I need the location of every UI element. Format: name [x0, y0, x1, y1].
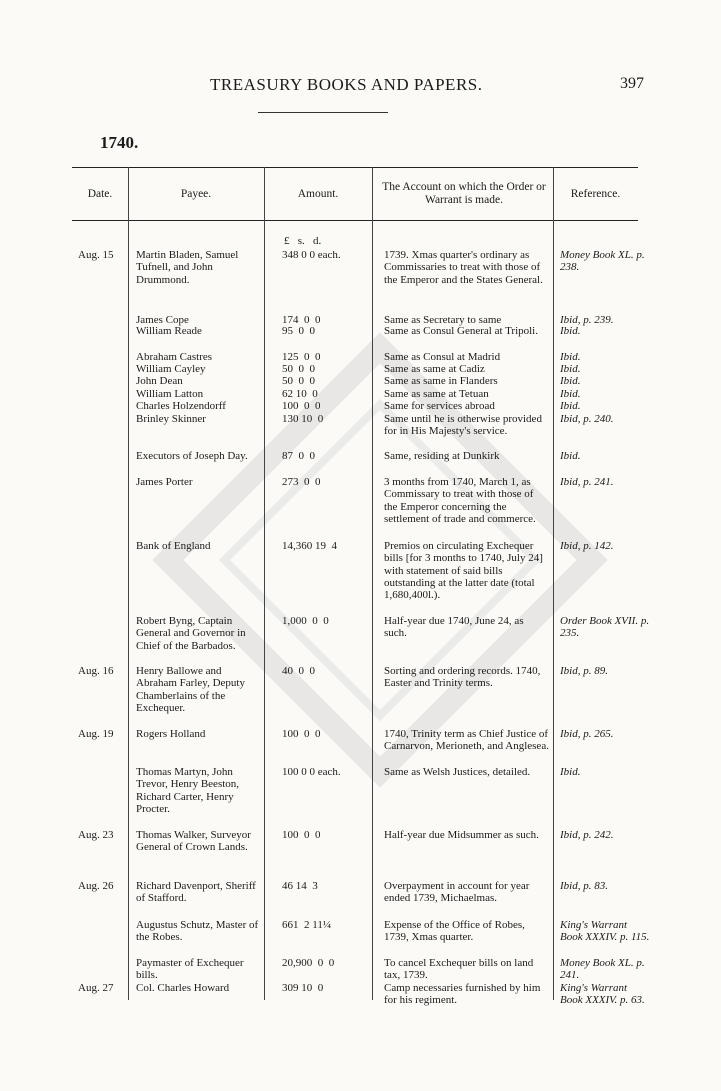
row-payee: Col. Charles Howard	[136, 982, 230, 994]
row-account: Overpayment in account for year ended 1739, Michaelmas.	[384, 880, 530, 905]
running-head	[0, 75, 721, 97]
row-amount: 125 0 0	[282, 351, 321, 363]
row-payee: Richard Davenport, Sheriff of Stafford.	[136, 880, 256, 905]
year-heading: 1740.	[100, 133, 139, 152]
row-payee: Charles Holzendorff	[136, 400, 226, 412]
row-reference: Ibid, p. 239.	[560, 314, 614, 326]
column-divider-amount	[372, 167, 373, 1000]
row-reference: Ibid, p. 265.	[560, 728, 614, 740]
row-payee: Brinley Skinner	[136, 413, 206, 425]
row-account: Camp necessaries furnished by him for his regiment.	[384, 982, 541, 1007]
row-reference: Ibid, p. 240.	[560, 413, 614, 425]
row-reference: Ibid.	[560, 375, 581, 387]
row-amount: 40 0 0	[282, 665, 315, 677]
row-payee: Paymaster of Exchequer bills.	[136, 957, 244, 982]
row-reference: Ibid.	[560, 325, 581, 337]
row-account: 3 months from 1740, March 1, as Commissary to treat with those of the Emperor concerning the settlement of trade and commerce.	[384, 476, 536, 525]
running-head-title: TREASURY BOOKS AND PAPERS.	[210, 75, 483, 94]
row-amount: 62 10 0	[282, 388, 318, 400]
row-payee: James Porter	[136, 476, 193, 488]
row-amount: 20,900 0 0	[282, 957, 335, 969]
row-reference: Ibid, p. 89.	[560, 665, 608, 677]
row-account: Half-year due Midsummer as such.	[384, 829, 539, 841]
row-reference: Ibid.	[560, 766, 581, 778]
row-amount: 14,360 19 4	[282, 540, 337, 552]
row-date: Aug. 23	[78, 829, 114, 841]
row-payee: Executors of Joseph Day.	[136, 450, 248, 462]
currency-header: £ s. d.	[284, 235, 322, 247]
row-account: Same for services abroad	[384, 400, 495, 412]
row-amount: 46 14 3	[282, 880, 318, 892]
row-date: Aug. 26	[78, 880, 114, 892]
row-payee: William Latton	[136, 388, 204, 400]
row-account: Same as Consul at Madrid	[384, 351, 501, 363]
column-divider-payee	[264, 167, 265, 1000]
row-date: Aug. 15	[78, 249, 114, 261]
row-payee: Rogers Holland	[136, 728, 206, 740]
column-header-date: Date.	[87, 188, 113, 200]
row-payee: John Dean	[136, 375, 183, 387]
page-number: 397	[620, 75, 644, 92]
row-amount: 100 0 0	[282, 728, 321, 740]
row-reference: Ibid, p. 241.	[560, 476, 614, 488]
row-reference: Ibid.	[560, 351, 581, 363]
row-account: Half-year due 1740, June 24, as such.	[384, 615, 524, 640]
row-account: 1739. Xmas quarter's ordinary as Commissaries to treat with those of the Emperor and the States General.	[384, 249, 543, 286]
row-amount: 95 0 0	[282, 325, 315, 337]
row-reference: King's Warrant Book XXXIV. p. 63.	[560, 982, 645, 1007]
column-header-payee: Payee.	[180, 188, 212, 200]
row-reference: Ibid, p. 83.	[560, 880, 608, 892]
row-account: Premios on circulating Exchequer bills [for 3 months to 1740, July 24] with statement of said bills outstanding at the latter date (total 1,680,400l.).	[384, 540, 543, 602]
row-account: Same as Consul General at Tripoli.	[384, 325, 538, 337]
row-amount: 100 0 0	[282, 400, 321, 412]
row-account: Same, residing at Dunkirk	[384, 450, 500, 462]
row-reference: Ibid.	[560, 400, 581, 412]
row-amount: 1,000 0 0	[282, 615, 329, 627]
row-payee: James Cope	[136, 314, 189, 326]
row-payee: Augustus Schutz, Master of the Robes.	[136, 919, 259, 944]
row-amount: 273 0 0	[282, 476, 321, 488]
row-payee: Henry Ballowe and Abraham Farley, Deputy Chamberlains of the Exchequer.	[136, 665, 245, 714]
row-payee: Abraham Castres	[136, 351, 213, 363]
row-amount: 130 10 0	[282, 413, 324, 425]
row-reference: Order Book XVII. p. 235.	[560, 615, 650, 640]
row-account: Same as same at Tetuan	[384, 388, 489, 400]
row-account: 1740, Trinity term as Chief Justice of Carnarvon, Merioneth, and Anglesea.	[384, 728, 549, 753]
row-reference: Ibid, p. 142.	[560, 540, 614, 552]
row-amount: 174 0 0	[282, 314, 321, 326]
row-amount: 661 2 11¼	[282, 919, 332, 931]
row-payee: William Reade	[136, 325, 202, 337]
row-account: Same as same in Flanders	[384, 375, 498, 387]
row-amount: 309 10 0	[282, 982, 324, 994]
row-payee: Martin Bladen, Samuel Tufnell, and John Drummond.	[136, 249, 239, 286]
header-divider	[258, 112, 388, 113]
row-date: Aug. 27	[78, 982, 114, 994]
column-divider-date	[128, 167, 129, 1000]
row-account: Same as same at Cadiz	[384, 363, 485, 375]
column-header-reference: Reference.	[570, 188, 621, 200]
row-reference: Ibid.	[560, 363, 581, 375]
row-reference: Ibid, p. 242.	[560, 829, 614, 841]
row-payee: Bank of England	[136, 540, 211, 552]
row-payee: Thomas Martyn, John Trevor, Henry Beeston, Richard Carter, Henry Procter.	[136, 766, 240, 815]
column-header-amount: Amount.	[297, 188, 339, 200]
row-account: To cancel Exchequer bills on land tax, 1739.	[384, 957, 534, 982]
row-reference: King's Warrant Book XXXIV. p. 115.	[560, 919, 650, 944]
row-date: Aug. 16	[78, 665, 114, 677]
row-account: Same as Welsh Justices, detailed.	[384, 766, 531, 778]
row-payee: Robert Byng, Captain General and Governor in Chief of the Barbados.	[136, 615, 246, 652]
row-reference: Ibid.	[560, 450, 581, 462]
row-payee: Thomas Walker, Surveyor General of Crown Lands.	[136, 829, 251, 854]
row-amount: 50 0 0	[282, 375, 315, 387]
row-reference: Money Book XL. p. 238.	[560, 249, 645, 274]
row-amount: 87 0 0	[282, 450, 315, 462]
row-amount: 100 0 0 each.	[282, 766, 341, 778]
row-amount: 348 0 0 each.	[282, 249, 341, 261]
row-payee: William Cayley	[136, 363, 206, 375]
row-date: Aug. 19	[78, 728, 114, 740]
row-amount: 50 0 0	[282, 363, 315, 375]
row-account: Same as Secretary to same	[384, 314, 502, 326]
row-account: Sorting and ordering records. 1740, Easter and Trinity terms.	[384, 665, 541, 690]
column-divider-account	[553, 167, 554, 1000]
row-account: Expense of the Office of Robes, 1739, Xmas quarter.	[384, 919, 525, 944]
row-reference: Ibid.	[560, 388, 581, 400]
row-reference: Money Book XL. p. 241.	[560, 957, 645, 982]
row-account: Same until he is otherwise provided for in His Majesty's service.	[384, 413, 542, 438]
row-amount: 100 0 0	[282, 829, 321, 841]
column-header-account: The Account on which the Order or Warrant is made.	[382, 181, 546, 206]
